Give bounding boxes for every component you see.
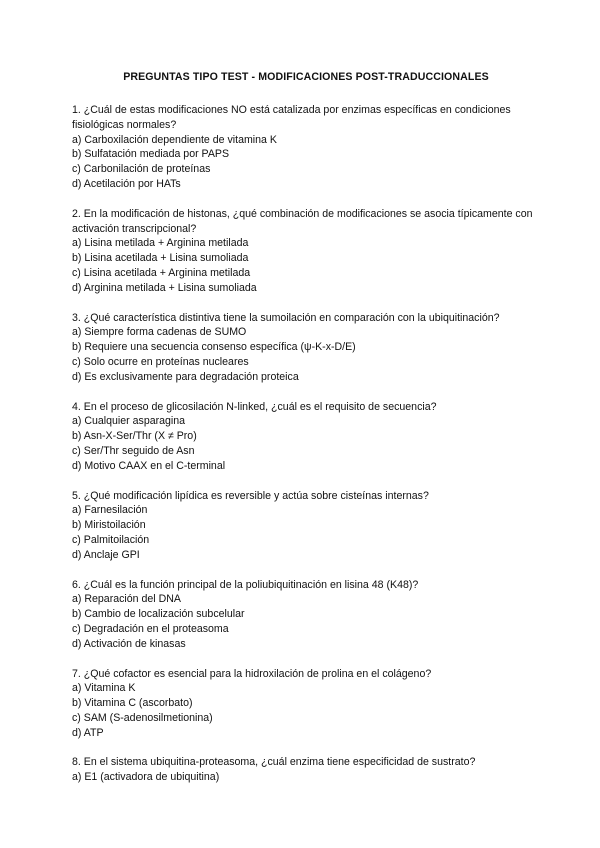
- answer-option: b) Sulfatación mediada por PAPS: [72, 148, 230, 161]
- answer-option: a) E1 (activadora de ubiquitina): [72, 771, 220, 784]
- question-block: [72, 207, 540, 296]
- question-text: 3. ¿Qué característica distintiva tiene la sumoilación en comparación con la ubiquitinación?: [72, 311, 500, 324]
- question-text: 5. ¿Qué modificación lipídica es reversible y actúa sobre cisteínas internas?: [72, 489, 429, 502]
- answer-option: c) Carbonilación de proteínas: [72, 163, 211, 176]
- answer-option: c) Palmitoilación: [72, 533, 150, 546]
- answer-option: d) Activación de kinasas: [72, 637, 186, 650]
- answer-option: a) Siempre forma cadenas de SUMO: [72, 326, 247, 339]
- question-block: [72, 103, 540, 192]
- question-text: 7. ¿Qué cofactor es esencial para la hidroxilación de prolina en el colágeno?: [72, 667, 432, 680]
- question-block: [72, 667, 540, 741]
- answer-option: a) Cualquier asparagina: [72, 415, 186, 428]
- answer-option: c) Solo ocurre en proteínas nucleares: [72, 355, 249, 368]
- answer-option: d) Arginina metilada + Lisina sumoliada: [72, 281, 257, 294]
- question-list: [72, 103, 540, 785]
- question-text: 8. En el sistema ubiquitina-proteasoma, ¿cuál enzima tiene especificidad de sustrato?: [72, 756, 476, 769]
- question-text: 2. En la modificación de histonas, ¿qué combinación de modificaciones se asocia típicamente con activación transcripcional?: [72, 207, 533, 235]
- answer-option: b) Vitamina C (ascorbato): [72, 697, 193, 710]
- question-block: [72, 311, 540, 385]
- question-block: [72, 400, 540, 474]
- answer-option: d) Es exclusivamente para degradación proteica: [72, 370, 299, 383]
- answer-option: b) Lisina acetilada + Lisina sumoliada: [72, 252, 249, 265]
- answer-option: c) SAM (S-adenosilmetionina): [72, 711, 213, 724]
- answer-option: a) Reparación del DNA: [72, 593, 181, 606]
- answer-option: d) Anclaje GPI: [72, 548, 140, 561]
- answer-option: a) Lisina metilada + Arginina metilada: [72, 237, 249, 250]
- answer-option: c) Degradación en el proteasoma: [72, 622, 229, 635]
- question-block: [72, 755, 540, 785]
- answer-option: c) Lisina acetilada + Arginina metilada: [72, 266, 251, 279]
- question-block: [72, 489, 540, 563]
- answer-option: a) Vitamina K: [72, 682, 136, 695]
- answer-option: b) Cambio de localización subcelular: [72, 608, 245, 621]
- answer-option: d) Acetilación por HATs: [72, 177, 181, 190]
- question-text: 4. En el proceso de glicosilación N-linked, ¿cuál es el requisito de secuencia?: [72, 400, 437, 413]
- answer-option: d) ATP: [72, 726, 104, 739]
- answer-option: b) Asn-X-Ser/Thr (X ≠ Pro): [72, 430, 197, 443]
- answer-option: d) Motivo CAAX en el C-terminal: [72, 459, 226, 472]
- answer-option: b) Miristoilación: [72, 519, 146, 532]
- answer-option: a) Farnesilación: [72, 504, 148, 517]
- question-text: 6. ¿Cuál es la función principal de la poliubiquitinación en lisina 48 (K48)?: [72, 578, 419, 591]
- answer-option: b) Requiere una secuencia consenso específica (ψ-K-x-D/E): [72, 341, 356, 354]
- question-block: [72, 578, 540, 652]
- answer-option: c) Ser/Thr seguido de Asn: [72, 444, 195, 457]
- document-title: PREGUNTAS TIPO TEST - MODIFICACIONES POST-TRADUCCIONALES: [123, 71, 489, 83]
- answer-option: a) Carboxilación dependiente de vitamina K: [72, 133, 277, 146]
- question-text: 1. ¿Cuál de estas modificaciones NO está catalizada por enzimas específicas en condiciones fisiológicas normales?: [72, 104, 511, 131]
